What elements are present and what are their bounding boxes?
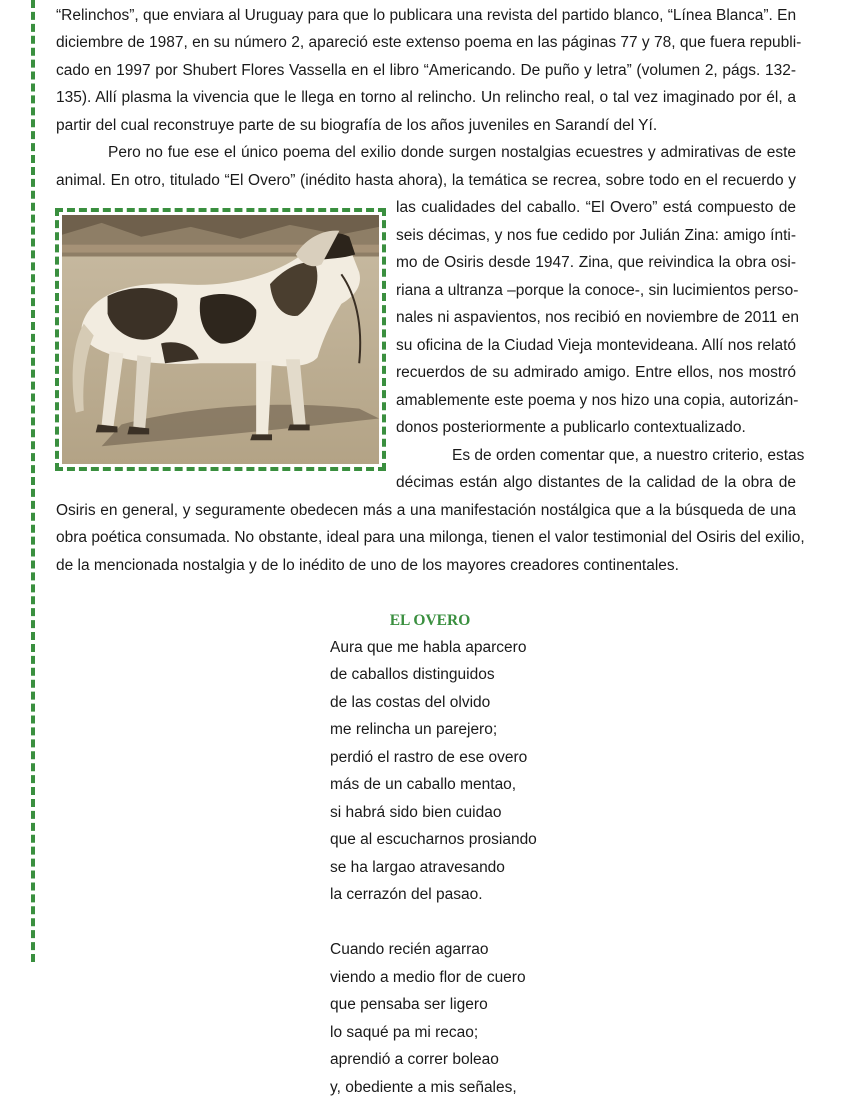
prose-line: su oficina de la Ciudad Vieja montevideana. Allí nos relató — [396, 337, 796, 354]
poem-verse: más de un caballo mentao, — [330, 776, 517, 793]
poem-verse: aprendió a correr boleao — [330, 1051, 499, 1068]
prose-line: las cualidades del caballo. “El Overo” está compuesto de — [396, 199, 796, 216]
prose-line: amablemente este poema y nos hizo una copia, autorizán- — [396, 392, 799, 409]
prose-line: 135). Allí plasma la vivencia que le llega en torno al relincho. Un relincho real, o tal vez imaginado por él, a — [56, 89, 796, 106]
prose-line: cado en 1997 por Shubert Flores Vassella en el libro “Americando. De puño y letra” (volumen 2, págs. 132- — [56, 62, 796, 79]
margin-dashed-rule — [31, 0, 35, 962]
prose-line: partir del cual reconstruye parte de su biografía de los años juveniles en Sarandí del Yí. — [56, 117, 658, 134]
horse-photo — [55, 208, 386, 471]
poem-verse: si habrá sido bien cuidao — [330, 804, 502, 821]
prose-line: Pero no fue ese el único poema del exilio donde surgen nostalgias ecuestres y admirativas de este — [108, 144, 796, 161]
poem-verse: que al escucharnos prosiando — [330, 831, 537, 848]
prose-line: “Relinchos”, que enviara al Uruguay para que lo publicara una revista del partido blanco, “Línea Blanca”. En — [56, 7, 797, 24]
prose-line: animal. En otro, titulado “El Overo” (inédito hasta ahora), la temática se recrea, sobre todo en el recuerdo y — [56, 172, 796, 189]
poem-verse: y, obediente a mis señales, — [330, 1079, 517, 1096]
poem-verse: de caballos distinguidos — [330, 666, 495, 683]
prose-line: de la mencionada nostalgia y de lo inédito de uno de los mayores creadores continentales. — [56, 557, 679, 574]
poem-verse: me relincha un parejero; — [330, 721, 498, 738]
poem-verse: perdió el rastro de ese overo — [330, 749, 528, 766]
prose-line: mo de Osiris desde 1947. Zina, que reivindica la obra osi- — [396, 254, 796, 271]
poem-title: EL OVERO — [389, 612, 471, 629]
prose-line: diciembre de 1987, en su número 2, apareció este extenso poema en las páginas 77 y 78, que fuera republi- — [56, 34, 802, 51]
prose-line: seis décimas, y nos fue cedido por Julián Zina: amigo ínti- — [396, 227, 796, 244]
poem-verse: lo saqué pa mi recao; — [330, 1024, 479, 1041]
prose-line: Osiris en general, y seguramente obedecen más a una manifestación nostálgica que a la búsqueda de una — [56, 502, 796, 519]
poem-verse: se ha largao atravesando — [330, 859, 505, 876]
prose-line: nales ni aspavientos, nos recibió en noviembre de 2011 en — [396, 309, 799, 326]
poem-verse: que pensaba ser ligero — [330, 996, 488, 1013]
prose-line: riana a ultranza –porque la conoce-, sin lucimientos perso- — [396, 282, 799, 299]
poem-verse: de las costas del olvido — [330, 694, 491, 711]
poem-verse: Aura que me habla aparcero — [330, 639, 527, 656]
prose-line: obra poética consumada. No obstante, ideal para una milonga, tienen el valor testimonial del Osiris del exilio, — [56, 529, 805, 546]
poem-verse: viendo a medio flor de cuero — [330, 969, 526, 986]
prose-line: décimas están algo distantes de la calidad de la obra de — [396, 474, 796, 491]
horse-photo-image — [62, 215, 379, 464]
prose-line: Es de orden comentar que, a nuestro criterio, estas — [452, 447, 805, 464]
prose-line: donos posteriormente a publicarlo contextualizado. — [396, 419, 746, 436]
poem-verse: Cuando recién agarrao — [330, 941, 489, 958]
prose-line: recuerdos de su admirado amigo. Entre ellos, nos mostró — [396, 364, 796, 381]
poem-verse: la cerrazón del pasao. — [330, 886, 483, 903]
